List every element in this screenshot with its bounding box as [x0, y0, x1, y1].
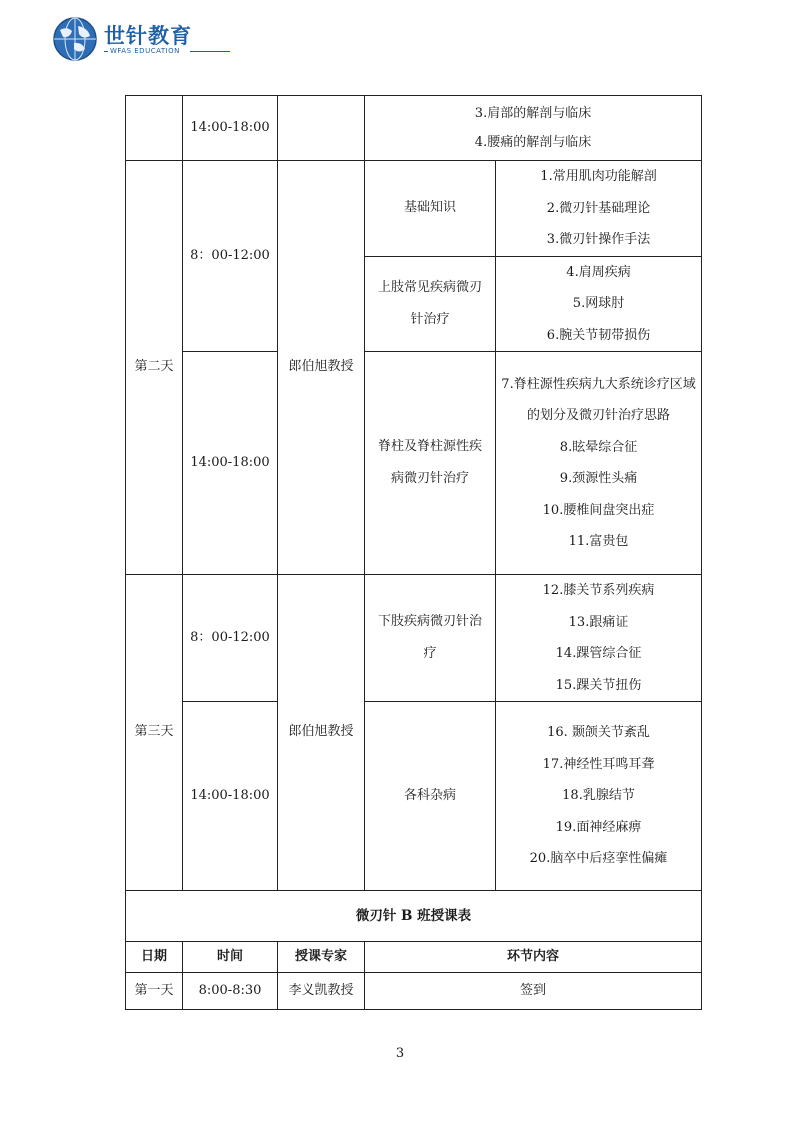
teacher-cell: 郎伯旭教授	[278, 575, 365, 891]
table-row	[126, 161, 702, 257]
module-cell	[365, 575, 496, 702]
teacher-cell: 郎伯旭教授	[278, 161, 365, 575]
time-cell: 14:00-18:00	[183, 96, 278, 161]
header-date: 日期	[126, 942, 183, 973]
logo-divider	[190, 51, 230, 52]
module-cell	[365, 352, 496, 575]
module-cell	[365, 702, 496, 891]
list-item: 18.乳腺结节	[562, 788, 635, 804]
teacher-cell: 李义凯教授	[278, 973, 365, 1010]
header-teacher: 授课专家	[278, 942, 365, 973]
header-content: 环节内容	[365, 942, 702, 973]
time-cell: 14:00-18:00	[183, 352, 278, 575]
content-cell	[365, 96, 702, 161]
content-cell: 签到	[365, 973, 702, 1010]
teacher-cell	[278, 96, 365, 161]
table-row	[126, 891, 702, 942]
module-label: 下肢疾病微刃针治疗	[377, 614, 482, 661]
date-cell: 第一天	[126, 973, 183, 1010]
module-label: 各科杂病	[403, 788, 456, 803]
list-item: 6.腕关节韧带损伤	[546, 327, 651, 343]
module-label: 脊柱及脊柱源性疾病微刃针治疗	[377, 439, 482, 486]
list-item: 20.脑卒中后痉挛性偏瘫	[529, 851, 668, 867]
list-item: 9.颈源性头痛	[559, 471, 638, 486]
list-item: 17.神经性耳鸣耳聋	[542, 756, 655, 772]
module-cell	[365, 161, 496, 257]
module-label: 基础知识	[403, 200, 456, 216]
table-row	[126, 575, 702, 702]
list-item: 13.跟痛证	[568, 614, 629, 630]
logo-title: 世针教育	[104, 24, 192, 48]
list-item: 5.网球肘	[572, 296, 625, 311]
table-header-row	[126, 942, 702, 973]
list-item: 3.肩部的解剖与临床	[474, 106, 592, 121]
list-item: 14.踝管综合征	[555, 646, 642, 661]
time-cell: 14:00-18:00	[183, 702, 278, 891]
table-row	[126, 702, 702, 891]
items-cell	[496, 352, 702, 575]
date-cell	[126, 96, 183, 161]
table-row	[126, 96, 702, 161]
list-item: 4.腰痛的解剖与临床	[474, 135, 592, 150]
logo-subtitle: WFAS EDUCATION	[110, 47, 180, 55]
items-cell	[496, 702, 702, 891]
header-time: 时间	[183, 942, 278, 973]
module-cell	[365, 256, 496, 352]
list-item: 19.面神经麻痹	[555, 819, 642, 835]
list-item: 2.微刃针基础理论	[546, 200, 651, 216]
list-item: 12.膝关节系列疾病	[542, 583, 655, 598]
page-number: 3	[395, 1046, 405, 1061]
items-cell	[496, 575, 702, 702]
list-item: 11.富贵包	[568, 534, 629, 549]
list-item: 4.肩周疾病	[566, 264, 631, 280]
globe-icon	[52, 16, 98, 62]
list-item: 10.腰椎间盘突出症	[542, 502, 655, 518]
module-label: 上肢常见疾病微刃针治疗	[377, 279, 482, 327]
list-item: 8.眩晕综合征	[559, 439, 638, 455]
list-item: 15.踝关节扭伤	[555, 677, 642, 693]
logo-divider	[104, 51, 108, 52]
list-item: 16. 颞颌关节紊乱	[547, 725, 650, 741]
items-cell	[496, 161, 702, 257]
logo	[52, 14, 242, 64]
time-cell: 8:00-8:30	[183, 973, 278, 1010]
table-caption: 微刃针 B 班授课表	[126, 891, 702, 942]
date-cell: 第二天	[126, 161, 183, 575]
list-item: 1.常用肌肉功能解剖	[540, 169, 657, 184]
items-cell	[496, 256, 702, 352]
table-row	[126, 352, 702, 575]
date-cell: 第三天	[126, 575, 183, 891]
schedule-table	[125, 95, 702, 1010]
table-row	[126, 973, 702, 1010]
list-item: 7.脊柱源性疾病九大系统诊疗区域的划分及微刃针治疗思路	[501, 376, 696, 423]
list-item: 3.微刃针操作手法	[546, 232, 651, 247]
time-cell: 8：00-12:00	[183, 161, 278, 352]
time-cell: 8：00-12:00	[183, 575, 278, 702]
